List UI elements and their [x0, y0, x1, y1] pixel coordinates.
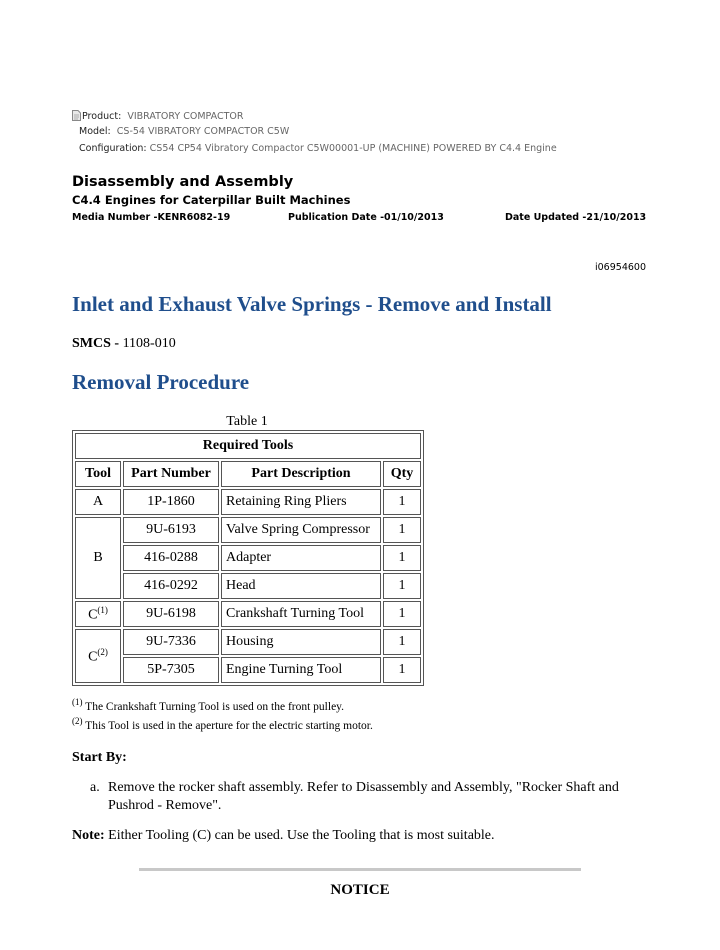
qty-cell: 1: [383, 573, 421, 599]
product-value: VIBRATORY COMPACTOR: [127, 111, 244, 122]
part-number-cell: 9U-6193: [123, 517, 219, 543]
product-line: [72, 110, 244, 122]
table-row: [75, 489, 421, 515]
qty-cell: 1: [383, 545, 421, 571]
model-value: CS-54 VIBRATORY COMPACTOR C5W: [116, 126, 290, 137]
start-by-label: Start By:: [72, 750, 127, 765]
table-row: [75, 629, 421, 655]
tool-cell: [75, 601, 121, 627]
column-header: Qty: [383, 461, 421, 487]
part-number-cell: 416-0288: [123, 545, 219, 571]
table-row: [75, 573, 421, 599]
column-header: Part Description: [221, 461, 381, 487]
tool-letter: C: [88, 649, 98, 665]
description-cell: Retaining Ring Pliers: [221, 489, 381, 515]
footnote-text: This Tool is used in the aperture for the electric starting motor.: [85, 719, 373, 732]
smcs-code: [72, 336, 176, 352]
page-title: Inlet and Exhaust Valve Springs - Remove and Install: [72, 292, 552, 316]
qty-cell: 1: [383, 657, 421, 683]
media-number: Media Number -KENR6082-19: [72, 212, 231, 223]
document-icon: [72, 110, 81, 121]
table-heading: Required Tools: [75, 433, 421, 459]
part-number-cell: 9U-7336: [123, 629, 219, 655]
note-text: Either Tooling (C) can be used. Use the Tooling that is most suitable.: [108, 828, 495, 843]
note-label: Note:: [72, 828, 105, 843]
tool-letter: C: [88, 607, 98, 623]
table-row: [75, 601, 421, 627]
part-number-cell: 5P-7305: [123, 657, 219, 683]
part-number-cell: 9U-6198: [123, 601, 219, 627]
table-row: [75, 657, 421, 683]
table-header-row: [75, 461, 421, 487]
product-label: Product:: [82, 111, 122, 122]
part-number-cell: 416-0292: [123, 573, 219, 599]
config-label: Configuration:: [79, 143, 147, 154]
date-updated: Date Updated -21/10/2013: [505, 212, 647, 223]
configuration-line: [79, 143, 557, 154]
config-value: CS54 CP54 Vibratory Compactor C5W00001-UP (MACHINE) POWERED BY C4.4 Engine: [149, 143, 557, 154]
section-title: Removal Procedure: [72, 370, 250, 394]
qty-cell: 1: [383, 517, 421, 543]
description-cell: Engine Turning Tool: [221, 657, 381, 683]
description-cell: Valve Spring Compressor: [221, 517, 381, 543]
description-cell: Adapter: [221, 545, 381, 571]
tool-cell: A: [75, 489, 121, 515]
divider: [139, 868, 581, 871]
column-header: Part Number: [123, 461, 219, 487]
smcs-value: 1108-010: [122, 336, 176, 351]
footnote-ref: (1): [97, 604, 108, 615]
tool-cell: B: [75, 517, 121, 599]
tool-cell: [75, 629, 121, 683]
qty-cell: 1: [383, 489, 421, 515]
footnote-text: The Crankshaft Turning Tool is used on the front pulley.: [85, 700, 345, 713]
publication-date: Publication Date -01/10/2013: [288, 212, 444, 223]
step-text: Remove the rocker shaft assembly. Refer to Disassembly and Assembly, "Rocker Shaft and Pushrod - Remove".: [108, 780, 619, 813]
note: [72, 828, 495, 844]
required-tools-table: [72, 430, 424, 686]
step-marker: a.: [90, 780, 100, 795]
model-line: [79, 126, 289, 137]
document-id: i06954600: [595, 262, 646, 273]
description-cell: Housing: [221, 629, 381, 655]
notice-heading: NOTICE: [330, 882, 390, 898]
footnote-ref: (2): [97, 646, 108, 657]
table-caption: Table 1: [226, 414, 268, 429]
start-by-step: [90, 779, 660, 815]
qty-cell: 1: [383, 629, 421, 655]
description-cell: Head: [221, 573, 381, 599]
table-row: [75, 545, 421, 571]
model-label: Model:: [79, 126, 111, 137]
footnote-mark: (1): [72, 697, 83, 707]
description-cell: Crankshaft Turning Tool: [221, 601, 381, 627]
footnote: [72, 716, 373, 732]
doc-title: Disassembly and Assembly: [72, 174, 294, 190]
table-row: [75, 517, 421, 543]
footnote-mark: (2): [72, 716, 83, 726]
smcs-label: SMCS -: [72, 336, 120, 351]
doc-subtitle: C4.4 Engines for Caterpillar Built Machines: [72, 193, 351, 207]
qty-cell: 1: [383, 601, 421, 627]
column-header: Tool: [75, 461, 121, 487]
footnote: [72, 697, 344, 713]
part-number-cell: 1P-1860: [123, 489, 219, 515]
